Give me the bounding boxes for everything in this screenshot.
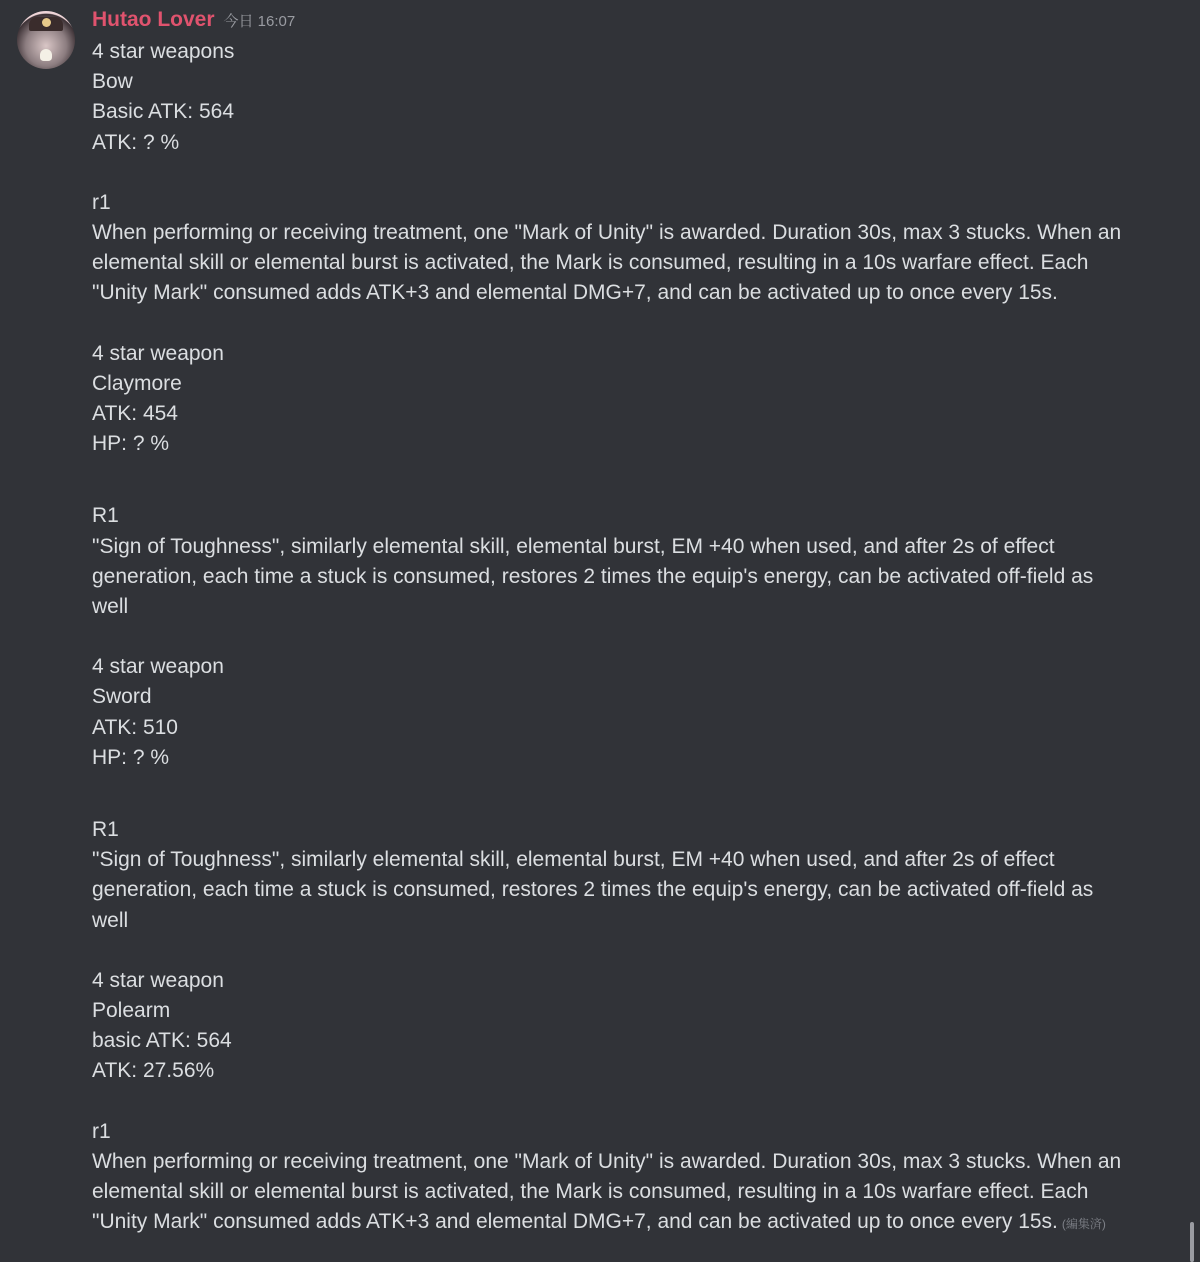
message-line-text: ATK: 510 [92,715,178,739]
blank-line [92,309,1182,339]
blank-line [92,622,1182,652]
message-line [92,399,1182,429]
message-line [92,845,1182,875]
message-line [92,37,1182,67]
message-line-text: elemental skill or elemental burst is activated, the Mark is consumed, resulting in a 10s warfare effect. Each [92,1180,1089,1204]
message-line [92,218,1182,248]
message-line [92,592,1182,622]
message-line [92,906,1182,936]
message-line [92,1056,1182,1086]
message-line [92,501,1182,531]
weapon-stats-block [92,37,1182,158]
message-line [92,562,1182,592]
message-line-text: HP: ? % [92,745,170,769]
blank-line [92,459,1182,501]
message-line-text: basic ATK: 564 [92,1029,232,1053]
blank-line [92,936,1182,966]
message-content [92,37,1182,1240]
message-line [92,67,1182,97]
message-line [92,1026,1182,1056]
message-line [92,429,1182,459]
message-line-text: 4 star weapon [92,655,224,679]
edited-label: (編集済) [1061,1217,1106,1232]
message-line [92,128,1182,158]
message-line-text: Basic ATK: 564 [92,100,235,124]
message-line-text: Claymore [92,371,182,395]
blank-line [92,158,1182,188]
message-line-text: HP: ? % [92,432,170,456]
message-line-text: generation, each time a stuck is consumed, restores 2 times the equip's energy, can be activated off-field as [92,564,1094,588]
message-line-text: When performing or receiving treatment, one "Mark of Unity" is awarded. Duration 30s, max 3 stucks. When an [92,221,1122,245]
message-line [92,996,1182,1026]
blank-line [92,1087,1182,1117]
message-line-text: ATK: 454 [92,402,178,426]
weapon-stats-block [92,339,1182,460]
user-avatar[interactable] [17,11,75,69]
message-line-text: 4 star weapon [92,341,224,365]
username[interactable]: Hutao Lover [92,8,215,31]
message-line [92,815,1182,845]
weapon-refinement-block [92,188,1182,309]
message-line [92,532,1182,562]
message-line-text: Polearm [92,999,171,1023]
message-line-text: 4 star weapons [92,40,235,63]
message-line-text: R1 [92,504,119,528]
avatar-flower [42,18,51,27]
weapon-stats-block [92,966,1182,1087]
message-line [92,1117,1182,1147]
message-line-text: generation, each time a stuck is consumed, restores 2 times the equip's energy, can be activated off-field as [92,878,1094,902]
message-line-text: well [92,595,129,619]
message-line [92,1147,1182,1177]
weapon-refinement-block [92,501,1182,622]
weapon-refinement-block [92,1117,1182,1240]
blank-line [92,773,1182,815]
message-line [92,713,1182,743]
message-line-text: well [92,908,129,932]
message-line-text: ATK: ? % [92,130,180,154]
message-line [92,248,1182,278]
message-line-text: "Unity Mark" consumed adds ATK+3 and elemental DMG+7, and can be activated up to once every 15s. [92,281,1058,305]
avatar-ghost [40,49,52,61]
message-line-text: R1 [92,818,119,842]
message-line [92,369,1182,399]
message-line [92,743,1182,773]
message-line-text: 4 star weapon [92,968,224,992]
message-line [92,339,1182,369]
message-line [92,682,1182,712]
timestamp: 今日 16:07 [223,13,296,30]
message-line-text: ATK: 27.56% [92,1059,215,1083]
message-line-text: When performing or receiving treatment, one "Mark of Unity" is awarded. Duration 30s, max 3 stucks. When an [92,1149,1122,1173]
message-line [92,188,1182,218]
message-line-text: "Sign of Toughness", similarly elemental skill, elemental burst, EM +40 when used, and after 2s of effect [92,848,1055,872]
message-line [92,97,1182,127]
message-line [92,966,1182,996]
message-line-text: "Unity Mark" consumed adds ATK+3 and elemental DMG+7, and can be activated up to once every 15s. [92,1210,1058,1234]
message-line [92,652,1182,682]
message-line-text: Sword [92,685,152,709]
message-line [92,1177,1182,1207]
message-line [92,1207,1182,1239]
message-line-text: r1 [92,190,111,214]
message-line-text: "Sign of Toughness", similarly elemental skill, elemental burst, EM +40 when used, and after 2s of effect [92,534,1055,558]
message-line-text: Bow [92,70,133,94]
message-line [92,875,1182,905]
weapon-stats-block [92,652,1182,773]
message-line-text: r1 [92,1119,111,1143]
message-header [92,8,295,32]
message-line [92,278,1182,308]
scrollbar[interactable] [1190,1222,1194,1262]
weapon-refinement-block [92,815,1182,936]
message-line-text: elemental skill or elemental burst is activated, the Mark is consumed, resulting in a 10s warfare effect. Each [92,251,1089,275]
